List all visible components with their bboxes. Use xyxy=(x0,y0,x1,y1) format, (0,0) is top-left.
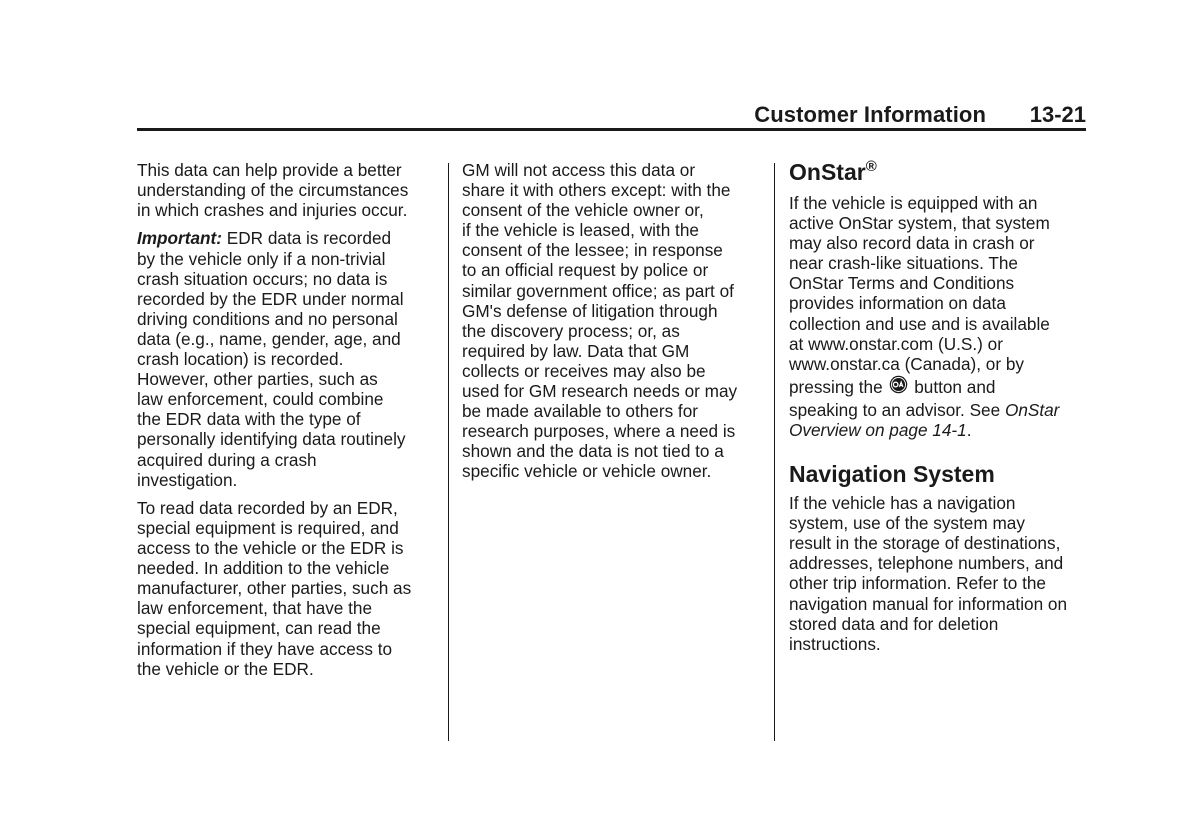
column-3 xyxy=(789,160,1089,662)
paragraph-important: Important: EDR data is recorded by the vehicle only if a non-trivial crash situation occurs; no data is recorded by the EDR under normal driving conditions and no personal data (e.g., name, gender, age, and crash location) is recorded. However, other parties, such as law enforcement, could combine the EDR data with the type of personally identifying data routinely acquired during a crash investigation. xyxy=(137,228,406,490)
onstar-overview-link-page[interactable]: Overview on page 14-1 xyxy=(789,419,967,440)
onstar-overview-link[interactable]: OnStar xyxy=(1004,399,1060,420)
section-heading: Customer Information xyxy=(754,102,986,127)
header-rule xyxy=(137,128,1086,131)
onstar-button-icon xyxy=(889,375,908,394)
registered-mark: ® xyxy=(865,158,877,175)
important-label: Important: xyxy=(137,228,222,249)
paragraph-navigation: If the vehicle has a navigation system, use of the system may result in the storage of destinations, addresses, telephone numbers, and other trip information. Refer to the navigation manual for information on stored data and for deletion instructions. xyxy=(789,493,1068,654)
paragraph-gm-access: GM will not access this data or share it with others except: with the consent of the vehicle owner or, if the vehicle is leased, with the consent of the lessee; in response to an official request by police or similar government office; as part of GM's defense of litigation through the discovery process; or, as required by law. Data that GM collects or receives may also be used for GM research needs or may be made available to others for research purposes, where a need is shown and the data is not tied to a specific vehicle or vehicle owner. xyxy=(462,160,738,482)
paragraph-onstar: If the vehicle is equipped with an active OnStar system, that system may also record data in crash or near crash-like situations. The OnStar Terms and Conditions provides information on data collection and use and is available at www.onstar.com (U.S.) or www.onstar.ca (Canada), or by pressing the button and speaking to an advisor. See OnStar Overview on page 14-1. xyxy=(789,193,1060,440)
page-header xyxy=(137,100,1086,130)
column-1 xyxy=(137,160,437,687)
column-2 xyxy=(462,160,762,490)
page-number: 13-21 xyxy=(1029,102,1086,127)
navigation-system-heading: Navigation System xyxy=(789,461,995,488)
onstar-heading: OnStar® xyxy=(789,158,877,185)
column-divider-right xyxy=(774,163,775,741)
paragraph-crash-data: This data can help provide a better understanding of the circumstances in which crashes and injuries occur. xyxy=(137,160,409,221)
paragraph-reading-edr: To read data recorded by an EDR, special equipment is required, and access to the vehicle or the EDR is needed. In addition to the vehicle manufacturer, other parties, such as law enforcement, that have the special equipment, can read the information if they have access to the vehicle or the EDR. xyxy=(137,497,412,679)
column-divider-left xyxy=(448,163,449,741)
